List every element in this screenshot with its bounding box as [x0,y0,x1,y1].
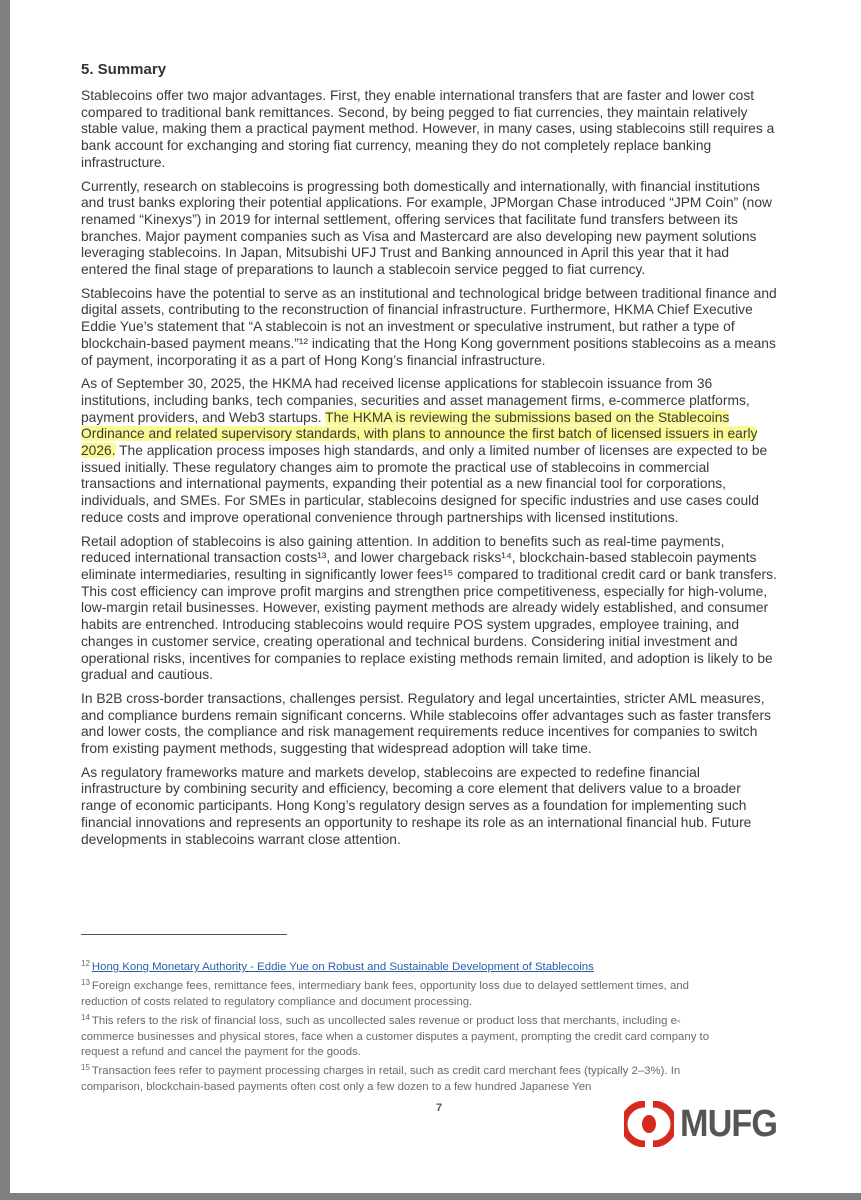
text-line: range of economic participants. Hong Kong’s regulatory design serves as a foundation for implementing such [81,798,747,814]
footnote-text: commerce businesses and physical stores, face when a customer disputes a payment, prompting the credit card company to [81,1030,710,1043]
footnote-link[interactable]: Hong Kong Monetary Authority - Eddie Yue on Robust and Sustainable Development of Stablecoins [91,961,594,973]
footnote-line [81,975,821,994]
footnote-line [81,1060,821,1079]
text-line: blockchain-based payment means.”¹² indicating that the Hong Kong government positions stablecoins as a means [81,335,776,351]
paragraph [81,88,821,172]
footnote-line [81,1030,821,1045]
footnote-text: Foreign exchange fees, remittance fees, intermediary bank fees, opportunity loss due to delayed settlement times, and [91,980,689,993]
paragraph [81,286,821,370]
footnotes [81,956,821,1095]
text-line: stable value, making them a practical payment method. However, in many cases, using stablecoins still requires a [81,121,775,137]
text-line: This cost efficiency can improve profit margins and strengthen price competitiveness, especially for high-volume, [81,583,768,599]
text-line: individuals, and SMEs. For SMEs in particular, stablecoins designed for specific industries and use cases could [81,493,759,509]
text-line: Retail adoption of stablecoins is also gaining attention. In addition to benefits such as real-time payments, [81,533,725,549]
text-line: developments in stablecoins warrant close attention. [81,831,401,847]
text-line: low-margin retail businesses. However, existing payment methods are already widely established, and consumer [81,600,769,616]
text-line: compared to traditional bank remittances. Second, by being pegged to fiat currencies, they maintain relatively [81,104,748,120]
text-line: Stablecoins have the potential to serve as an institutional and technological bridge between traditional finance and [81,285,777,301]
footnote-line [81,995,821,1010]
text-segment: payment providers, and Web3 startups. [81,409,326,425]
text-line: digital assets, contributing to the reconstruction of financial infrastructure. Furthermore, HKMA Chief Executive [81,302,753,318]
text-line: from existing payment methods, suggesting that widespread adoption will take time. [81,741,592,757]
text-line: of payment, incorporating it as a part of Hong Kong’s financial infrastructure. [81,352,546,368]
section-heading: 5. Summary [81,61,167,78]
footnote-text: comparison, blockchain-based payments often cost only a few dozen to a few hundred Japanese Yen [81,1080,592,1093]
footnote-line [81,1010,821,1029]
footnote-line [81,1080,821,1095]
paragraph [81,534,821,684]
text-line: In B2B cross-border transactions, challenges persist. Regulatory and legal uncertainties, stricter AML measures, [81,690,765,706]
text-line: institutions, including banks, tech companies, securities and asset management firms, e-commerce platforms, [81,392,750,408]
footnote-text: This refers to the risk of financial loss, such as uncollected sales revenue or product loss that merchants, including e- [91,1015,681,1028]
text-line: renamed “Kinexys”) in 2019 for internal settlement, offering services that facilitate fund transfers between its [81,211,738,227]
text-line: habits are entrenched. Introducing stablecoins would require POS system upgrades, employee training, and [81,617,740,633]
paragraph [81,376,821,526]
text-line: branches. Major payment companies such as Visa and Mastercard are also developing new payment solutions [81,228,757,244]
highlighted-text: The HKMA is reviewing the submissions based on the Stablecoins [325,409,730,425]
text-line: entered the final stage of preparations to launch a stablecoin service pegged to fiat currency. [81,262,646,278]
paragraph [81,765,821,849]
text-line: infrastructure by combining security and efficiency, becoming a core element that delivers value to a broader [81,781,741,797]
footnote-number: 14 [81,1013,90,1023]
highlighted-text: Ordinance and related supervisory standards, with plans to announce the first batch of licensed issuers in early [81,426,758,442]
text-line [81,426,821,443]
text-line: gradual and cautious. [81,667,213,683]
text-line: infrastructure. [81,154,166,170]
text-line: As regulatory frameworks mature and markets develop, stablecoins are expected to redefine financial [81,764,700,780]
footnote-number: 13 [81,978,90,988]
text-line: reduced international transaction costs¹³, and lower chargeback risks¹⁴, blockchain-based stablecoin payments [81,550,757,566]
footnote-line [81,956,821,975]
text-line: leveraging stablecoins. In Japan, Mitsubishi UFJ Trust and Banking announced in April this year that it had [81,245,730,261]
paragraph [81,179,821,279]
text-line: reduce costs and improve operational convenience through partnerships with licensed institutions. [81,509,679,525]
text-line: and trust banks exploring their potential applications. For example, JPMorgan Chase introduced “JPM Coin” (now [81,195,772,211]
text-line: Stablecoins offer two major advantages. First, they enable international transfers that are faster and lower cost [81,88,755,103]
mufg-logo-icon [624,1101,674,1147]
text-line: transactions and international payments, expanding their potential as a new financial tool for corporations, [81,476,727,492]
mufg-logo [624,1101,788,1147]
paragraph [81,691,821,758]
text-line: and compliance burdens remain significant concerns. While stablecoins offer advantages such as faster transfers [81,707,771,723]
footnote-line [81,1045,821,1060]
text-line: and lower costs, the compliance and risk management requirements reduce incentives for companies to switch [81,724,758,740]
text-line [81,410,821,427]
text-line: issued initially. These regulatory changes aim to promote the practical use of stablecoins in commercial [81,459,710,475]
footnote-separator [81,934,287,935]
mufg-logo-text: MUFG [680,1102,778,1145]
footnote-text: request a refund and cancel the payment for the goods. [81,1046,361,1059]
text-line: bank account for exchanging and storing fiat currency, meaning they do not completely replace banking [81,138,712,154]
text-line: Eddie Yue’s statement that “A stablecoin is not an investment or speculative instrument, but rather a type of [81,319,735,335]
document-page [10,0,861,1193]
footnote-text: reduction of costs related to regulatory compliance and document processing. [81,995,473,1008]
body-text [81,88,821,855]
text-line: changes in customer service, creating operational and technical burdens. Considering initial investment and [81,633,738,649]
footnote-number: 15 [81,1063,90,1073]
footnote-number: 12 [81,959,90,968]
text-segment: The application process imposes high standards, and only a limited number of licenses are expected to be [115,443,768,459]
footnote-text: Transaction fees refer to payment processing charges in retail, such as credit card merchant fees (typically 2–3%). In [91,1065,681,1078]
text-line: financial innovations and represents an opportunity to reshape its role as an international financial hub. Future [81,814,752,830]
highlighted-text: 2026. [81,443,116,459]
text-line: operational risks, incentives for companies to replace existing methods remain limited, and adoption is likely to be [81,650,773,666]
text-line [81,443,821,460]
text-line: As of September 30, 2025, the HKMA had received license applications for stablecoin issuance from 36 [81,376,713,392]
text-line: eliminate intermediaries, resulting in significantly lower fees¹⁵ compared to traditional credit card or bank transfers. [81,566,777,582]
text-line: Currently, research on stablecoins is progressing both domestically and internationally, with financial institutions [81,178,760,194]
page-number: 7 [436,1102,443,1114]
